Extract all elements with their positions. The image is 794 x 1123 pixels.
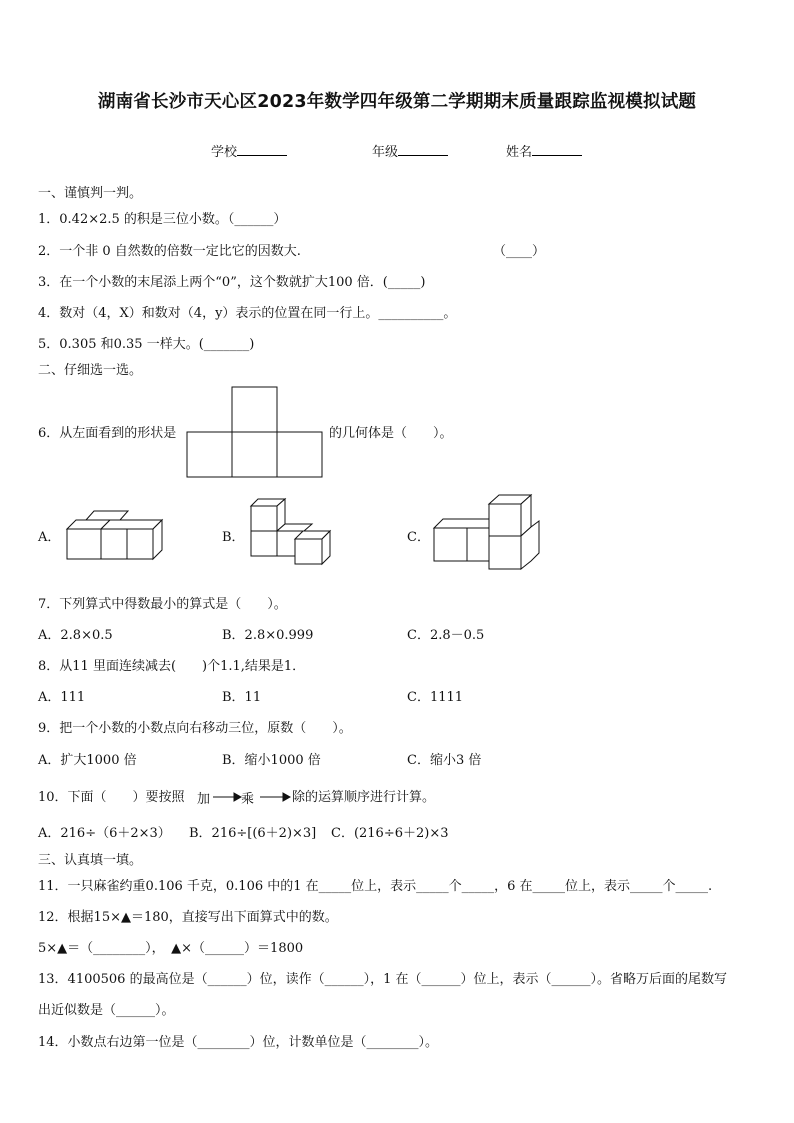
question-12: 12．根据15×▲＝180，直接写出下面算式中的数。 xyxy=(38,910,338,925)
option-6c-figure xyxy=(433,493,543,575)
question-14: 14．小数点右边第一位是（________）位，计数单位是（________）。 xyxy=(38,1035,439,1050)
op-add-label: 加 xyxy=(197,792,211,807)
option-6a-label[interactable]: A． xyxy=(38,530,61,545)
question-1: 1．0.42×2.5 的积是三位小数。（______） xyxy=(38,212,287,227)
option-6a-figure xyxy=(66,508,166,563)
school-field xyxy=(211,141,287,160)
grade-label: 年级 xyxy=(372,145,399,160)
name-field xyxy=(506,141,582,160)
question-10-text-end: 除的运算顺序进行计算。 xyxy=(292,790,436,805)
option-8c[interactable]: C．1111 xyxy=(407,690,464,705)
question-3: 3．在一个小数的末尾添上两个“0”，这个数就扩大100 倍．(_____) xyxy=(38,275,426,290)
option-9c[interactable]: C．缩小3 倍 xyxy=(407,753,482,768)
question-6-text: 6．从左面看到的形状是 xyxy=(38,426,177,441)
arrow-right-icon xyxy=(260,793,290,801)
question-10-text: 10．下面（ ）要按照 xyxy=(38,790,185,805)
question-11: 11．一只麻雀约重0.106 千克，0.106 中的1 在_____位上，表示_____个_____，6 在_____位上，表示_____个_____. xyxy=(38,879,713,894)
question-5: 5．0.305 和0.35 一样大。(_______) xyxy=(38,337,255,352)
option-6b-figure xyxy=(250,497,340,565)
option-10a[interactable]: A．216÷（6＋2×3） xyxy=(38,826,171,841)
question-2-blank: （____） xyxy=(493,244,546,259)
option-7b[interactable]: B．2.8×0.999 xyxy=(222,628,314,643)
option-6c-label[interactable]: C． xyxy=(407,530,430,545)
option-6b-label[interactable]: B． xyxy=(222,530,245,545)
option-9a[interactable]: A．扩大1000 倍 xyxy=(38,753,137,768)
option-10c[interactable]: C．(216÷6＋2)×3 xyxy=(331,826,449,841)
option-8b[interactable]: B．11 xyxy=(222,690,262,705)
arrow-right-icon xyxy=(213,793,241,801)
option-10b[interactable]: B．216÷[(6＋2)×3] xyxy=(189,826,317,841)
question-13-cont: 出近似数是（______）。 xyxy=(38,1003,175,1018)
question-6-text-end: 的几何体是（ ）。 xyxy=(329,426,453,441)
option-7a[interactable]: A．2.8×0.5 xyxy=(38,628,113,643)
name-label: 姓名 xyxy=(506,145,533,160)
name-blank[interactable] xyxy=(532,143,582,156)
question-7: 7．下列算式中得数最小的算式是（ ）。 xyxy=(38,597,287,612)
question-8: 8．从11 里面连续减去( )个1.1,结果是1． xyxy=(38,659,306,674)
grade-field xyxy=(372,141,448,160)
grade-blank[interactable] xyxy=(398,143,448,156)
question-9: 9．把一个小数的小数点向右移动三位，原数（ ）。 xyxy=(38,721,352,736)
op-mul-label: 乘 xyxy=(241,792,255,807)
question-4: 4．数对（4，X）和数对（4，y）表示的位置在同一行上。__________。 xyxy=(38,306,457,321)
option-9b[interactable]: B．缩小1000 倍 xyxy=(222,753,321,768)
section-2-heading: 二、仔细选一选。 xyxy=(38,363,143,378)
question-12-equations: 5×▲＝（________）， ▲×（______）＝1800 xyxy=(38,941,304,956)
section-3-heading: 三、认真填一填。 xyxy=(38,853,143,868)
option-8a[interactable]: A．111 xyxy=(38,690,86,705)
question-13: 13．4100506 的最高位是（______）位，读作（______），1 在（______）位上，表示（______）。省略万后面的尾数写 xyxy=(38,972,727,987)
section-1-heading: 一、谨慎判一判。 xyxy=(38,186,143,201)
school-label: 学校 xyxy=(211,145,238,160)
school-blank[interactable] xyxy=(237,143,287,156)
left-view-figure xyxy=(186,387,326,479)
question-2: 2．一个非 0 自然数的倍数一定比它的因数大. xyxy=(38,244,301,259)
page-title: 湖南省长沙市天心区2023年数学四年级第二学期期末质量跟踪监视模拟试题 xyxy=(97,92,697,112)
option-7c[interactable]: C．2.8－0.5 xyxy=(407,628,485,643)
